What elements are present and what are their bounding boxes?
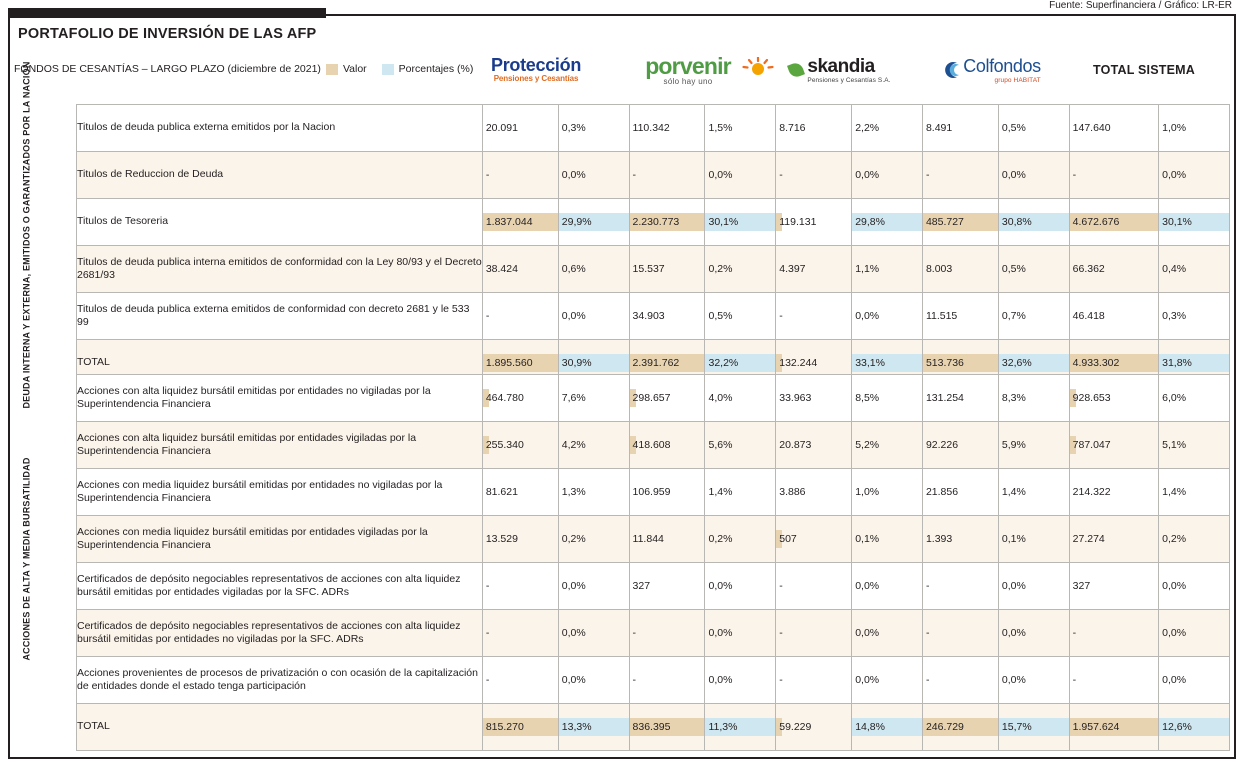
cell-value: 1.957.624 bbox=[1069, 704, 1158, 751]
section-label-acciones bbox=[16, 374, 38, 744]
cell-value: 464.780 bbox=[482, 375, 558, 422]
cell-value: 66.362 bbox=[1069, 246, 1158, 293]
cell-value: 815.270 bbox=[482, 704, 558, 751]
cell-percent: 12,6% bbox=[1159, 704, 1230, 751]
cell-percent: 0,0% bbox=[558, 610, 629, 657]
table-row bbox=[77, 152, 1230, 199]
cell-percent: 0,6% bbox=[558, 246, 629, 293]
cell-value: 507 bbox=[776, 516, 852, 563]
colfondos-logo-subtext: grupo HABITAT bbox=[994, 76, 1041, 84]
cell-percent: 2,2% bbox=[852, 105, 923, 152]
cell-percent: 0,5% bbox=[998, 105, 1069, 152]
cell-percent: 13,3% bbox=[558, 704, 629, 751]
proteccion-logo-text: Protección bbox=[490, 55, 582, 76]
cell-percent: 0,2% bbox=[705, 246, 776, 293]
cell-value: - bbox=[922, 563, 998, 610]
cell-percent: 5,9% bbox=[998, 422, 1069, 469]
table-row bbox=[77, 422, 1230, 469]
cell-value: 15.537 bbox=[629, 246, 705, 293]
cell-value: - bbox=[922, 657, 998, 704]
legend-swatch-porcentajes bbox=[382, 64, 394, 75]
cell-percent: 31,8% bbox=[1159, 340, 1230, 387]
cell-percent: 29,8% bbox=[852, 199, 923, 246]
cell-percent: 1,3% bbox=[558, 469, 629, 516]
cell-percent: 1,0% bbox=[1159, 105, 1230, 152]
total-sistema-label: TOTAL SISTEMA bbox=[1093, 63, 1195, 77]
cell-percent: 5,2% bbox=[852, 422, 923, 469]
cell-value: 11.844 bbox=[629, 516, 705, 563]
column-headers-logos bbox=[460, 46, 1220, 94]
column-header-porvenir bbox=[612, 46, 764, 94]
cell-percent: 0,2% bbox=[705, 516, 776, 563]
cell-value: - bbox=[1069, 657, 1158, 704]
table-row bbox=[77, 563, 1230, 610]
porvenir-logo-subtext: sólo hay uno bbox=[663, 76, 713, 86]
cell-value: - bbox=[629, 610, 705, 657]
cell-percent: 0,1% bbox=[998, 516, 1069, 563]
cell-percent: 0,0% bbox=[998, 152, 1069, 199]
swoosh-icon bbox=[943, 60, 961, 80]
section-label-deuda-text: DEUDA INTERNA Y EXTERNA, EMITIDOS O GARANTIZADOS POR LA NACIÓN bbox=[22, 61, 32, 409]
cell-value: 255.340 bbox=[482, 422, 558, 469]
cell-value: 11.515 bbox=[922, 293, 998, 340]
cell-value: 8.003 bbox=[922, 246, 998, 293]
cell-value: 147.640 bbox=[1069, 105, 1158, 152]
cell-percent: 5,6% bbox=[705, 422, 776, 469]
cell-percent: 0,0% bbox=[705, 152, 776, 199]
cell-value: 2.391.762 bbox=[629, 340, 705, 387]
row-concept: Acciones con alta liquidez bursátil emitidas por entidades no vigiladas por la Superintendencia Financiera bbox=[77, 375, 483, 422]
cell-percent: 0,0% bbox=[998, 657, 1069, 704]
cell-percent: 1,0% bbox=[852, 469, 923, 516]
row-concept: Titulos de deuda publica interna emitidos de conformidad con la Ley 80/93 y el Decreto 2681/93 bbox=[77, 246, 483, 293]
cell-value: 110.342 bbox=[629, 105, 705, 152]
cell-value: - bbox=[776, 563, 852, 610]
row-concept: Titulos de deuda publica externa emitidos por la Nacion bbox=[77, 105, 483, 152]
subtitle-and-legend bbox=[14, 63, 483, 75]
cell-percent: 14,8% bbox=[852, 704, 923, 751]
cell-value: - bbox=[482, 293, 558, 340]
cell-value: - bbox=[629, 152, 705, 199]
cell-value: 92.226 bbox=[922, 422, 998, 469]
cell-percent: 0,0% bbox=[852, 563, 923, 610]
leaf-icon bbox=[787, 61, 805, 79]
cell-value: 485.727 bbox=[922, 199, 998, 246]
cell-percent: 0,5% bbox=[705, 293, 776, 340]
table-row bbox=[77, 704, 1230, 751]
row-concept: Acciones provenientes de procesos de privatización o con ocasión de la capitalización de entidades donde el estado tenga participación bbox=[77, 657, 483, 704]
cell-value: 513.736 bbox=[922, 340, 998, 387]
column-header-total-sistema bbox=[1068, 46, 1220, 94]
cell-value: - bbox=[482, 610, 558, 657]
subtitle-text: FONDOS DE CESANTÍAS – LARGO PLAZO (diciembre de 2021) bbox=[14, 63, 321, 75]
cell-value: 106.959 bbox=[629, 469, 705, 516]
cell-value: 27.274 bbox=[1069, 516, 1158, 563]
cell-percent: 0,0% bbox=[705, 610, 776, 657]
cell-percent: 7,6% bbox=[558, 375, 629, 422]
row-concept: Titulos de deuda publica externa emitidos de conformidad con decreto 2681 y le 533 99 bbox=[77, 293, 483, 340]
cell-percent: 0,0% bbox=[1159, 563, 1230, 610]
cell-percent: 0,2% bbox=[558, 516, 629, 563]
cell-percent: 30,1% bbox=[1159, 199, 1230, 246]
cell-value: 132.244 bbox=[776, 340, 852, 387]
cell-percent: 8,5% bbox=[852, 375, 923, 422]
sun-icon bbox=[741, 57, 775, 75]
row-concept: Acciones con alta liquidez bursátil emitidas por entidades vigiladas por la Superintendencia Financiera bbox=[77, 422, 483, 469]
cell-value: 214.322 bbox=[1069, 469, 1158, 516]
cell-value: - bbox=[482, 152, 558, 199]
porvenir-logo-text: porvenir bbox=[645, 52, 731, 79]
table-row bbox=[77, 516, 1230, 563]
cell-value: - bbox=[776, 610, 852, 657]
cell-percent: 1,4% bbox=[705, 469, 776, 516]
cell-value: - bbox=[922, 610, 998, 657]
cell-percent: 1,4% bbox=[998, 469, 1069, 516]
cell-percent: 0,0% bbox=[558, 657, 629, 704]
table-row bbox=[77, 657, 1230, 704]
cell-value: - bbox=[482, 657, 558, 704]
cell-percent: 5,1% bbox=[1159, 422, 1230, 469]
cell-value: - bbox=[776, 293, 852, 340]
cell-value: 928.653 bbox=[1069, 375, 1158, 422]
cell-value: 20.091 bbox=[482, 105, 558, 152]
table-row bbox=[77, 610, 1230, 657]
page-title: PORTAFOLIO DE INVERSIÓN DE LAS AFP bbox=[18, 26, 317, 42]
cell-percent: 30,9% bbox=[558, 340, 629, 387]
section-label-deuda bbox=[16, 61, 38, 409]
table-row bbox=[77, 199, 1230, 246]
cell-percent: 0,0% bbox=[1159, 657, 1230, 704]
cell-percent: 29,9% bbox=[558, 199, 629, 246]
cell-percent: 4,0% bbox=[705, 375, 776, 422]
legend-swatch-valor bbox=[326, 64, 338, 75]
legend-label-valor: Valor bbox=[342, 63, 367, 75]
cell-percent: 0,0% bbox=[1159, 152, 1230, 199]
cell-value: 298.657 bbox=[629, 375, 705, 422]
cell-value: 1.837.044 bbox=[482, 199, 558, 246]
cell-percent: 30,1% bbox=[705, 199, 776, 246]
cell-value: 3.886 bbox=[776, 469, 852, 516]
cell-value: 787.047 bbox=[1069, 422, 1158, 469]
cell-value: 20.873 bbox=[776, 422, 852, 469]
cell-percent: 1,5% bbox=[705, 105, 776, 152]
cell-percent: 0,0% bbox=[705, 563, 776, 610]
cell-percent: 8,3% bbox=[998, 375, 1069, 422]
cell-percent: 0,0% bbox=[998, 563, 1069, 610]
cell-value: 327 bbox=[1069, 563, 1158, 610]
cell-value: 327 bbox=[629, 563, 705, 610]
row-concept: Acciones con media liquidez bursátil emitidas por entidades vigiladas por la Superintendencia Financiera bbox=[77, 516, 483, 563]
cell-percent: 0,0% bbox=[852, 657, 923, 704]
table-row bbox=[77, 105, 1230, 152]
cell-value: 131.254 bbox=[922, 375, 998, 422]
cell-value: 4.397 bbox=[776, 246, 852, 293]
cell-percent: 30,8% bbox=[998, 199, 1069, 246]
cell-value: 246.729 bbox=[922, 704, 998, 751]
row-concept: TOTAL bbox=[77, 340, 483, 387]
cell-percent: 32,6% bbox=[998, 340, 1069, 387]
cell-value: 8.491 bbox=[922, 105, 998, 152]
skandia-logo-text: skandia bbox=[807, 55, 875, 77]
column-header-colfondos bbox=[916, 46, 1068, 94]
skandia-logo-subtext: Pensiones y Cesantías S.A. bbox=[807, 76, 891, 84]
cell-value: - bbox=[1069, 610, 1158, 657]
cell-value: 59.229 bbox=[776, 704, 852, 751]
cell-value: 34.903 bbox=[629, 293, 705, 340]
table-deuda bbox=[76, 104, 1230, 387]
table-row bbox=[77, 246, 1230, 293]
table-row bbox=[77, 293, 1230, 340]
cell-value: 836.395 bbox=[629, 704, 705, 751]
table-row bbox=[77, 375, 1230, 422]
cell-value: - bbox=[1069, 152, 1158, 199]
cell-value: 13.529 bbox=[482, 516, 558, 563]
cell-value: 119.131 bbox=[776, 199, 852, 246]
cell-value: 33.963 bbox=[776, 375, 852, 422]
cell-percent: 0,0% bbox=[558, 293, 629, 340]
cell-percent: 0,2% bbox=[1159, 516, 1230, 563]
cell-value: - bbox=[776, 657, 852, 704]
cell-percent: 0,0% bbox=[998, 610, 1069, 657]
cell-percent: 1,1% bbox=[852, 246, 923, 293]
cell-value: 8.716 bbox=[776, 105, 852, 152]
column-header-proteccion bbox=[460, 46, 612, 94]
cell-value: 38.424 bbox=[482, 246, 558, 293]
table-row bbox=[77, 469, 1230, 516]
cell-percent: 0,0% bbox=[852, 610, 923, 657]
cell-percent: 15,7% bbox=[998, 704, 1069, 751]
proteccion-logo-subtext: Pensiones y Cesantías bbox=[493, 74, 579, 84]
cell-percent: 0,0% bbox=[852, 293, 923, 340]
cell-percent: 0,5% bbox=[998, 246, 1069, 293]
legend-label-porcentajes: Porcentajes (%) bbox=[398, 63, 474, 75]
cell-percent: 0,3% bbox=[1159, 293, 1230, 340]
cell-percent: 0,0% bbox=[1159, 610, 1230, 657]
cell-percent: 0,7% bbox=[998, 293, 1069, 340]
cell-percent: 4,2% bbox=[558, 422, 629, 469]
cell-value: 1.393 bbox=[922, 516, 998, 563]
cell-percent: 6,0% bbox=[1159, 375, 1230, 422]
cell-percent: 0,1% bbox=[852, 516, 923, 563]
cell-percent: 1,4% bbox=[1159, 469, 1230, 516]
cell-percent: 11,3% bbox=[705, 704, 776, 751]
column-header-skandia bbox=[764, 46, 916, 94]
cell-value: 1.895.560 bbox=[482, 340, 558, 387]
cell-value: 21.856 bbox=[922, 469, 998, 516]
row-concept: Acciones con media liquidez bursátil emitidas por entidades no vigiladas por la Superintendencia Financiera bbox=[77, 469, 483, 516]
cell-value: - bbox=[776, 152, 852, 199]
cell-value: - bbox=[629, 657, 705, 704]
cell-percent: 0,0% bbox=[558, 563, 629, 610]
cell-percent: 0,4% bbox=[1159, 246, 1230, 293]
row-concept: Certificados de depósito negociables representativos de acciones con alta liquidez bursátil emitidas por entidades no vigiladas por la SFC. ADRs bbox=[77, 610, 483, 657]
cell-value: 46.418 bbox=[1069, 293, 1158, 340]
cell-value: 4.933.302 bbox=[1069, 340, 1158, 387]
cell-value: 4.672.676 bbox=[1069, 199, 1158, 246]
cell-percent: 0,0% bbox=[558, 152, 629, 199]
cell-value: - bbox=[922, 152, 998, 199]
cell-percent: 33,1% bbox=[852, 340, 923, 387]
cell-percent: 0,0% bbox=[705, 657, 776, 704]
colfondos-logo-text: Colfondos bbox=[963, 55, 1041, 76]
cell-percent: 0,0% bbox=[852, 152, 923, 199]
table-acciones bbox=[76, 374, 1230, 751]
cell-value: 2.230.773 bbox=[629, 199, 705, 246]
cell-percent: 0,3% bbox=[558, 105, 629, 152]
row-concept: Certificados de depósito negociables representativos de acciones con alta liquidez bursátil emitidas por entidades vigiladas por la SFC. ADRs bbox=[77, 563, 483, 610]
cell-value: - bbox=[482, 563, 558, 610]
row-concept: TOTAL bbox=[77, 704, 483, 751]
source-credit: Fuente: Superfinanciera / Gráfico: LR-ER bbox=[1049, 0, 1232, 11]
cell-value: 418.608 bbox=[629, 422, 705, 469]
row-concept: Titulos de Tesoreria bbox=[77, 199, 483, 246]
cell-value: 81.621 bbox=[482, 469, 558, 516]
cell-percent: 32,2% bbox=[705, 340, 776, 387]
row-concept: Titulos de Reduccion de Deuda bbox=[77, 152, 483, 199]
section-label-acciones-text: ACCIONES DE ALTA Y MEDIA BURSATILIDAD bbox=[22, 457, 33, 661]
